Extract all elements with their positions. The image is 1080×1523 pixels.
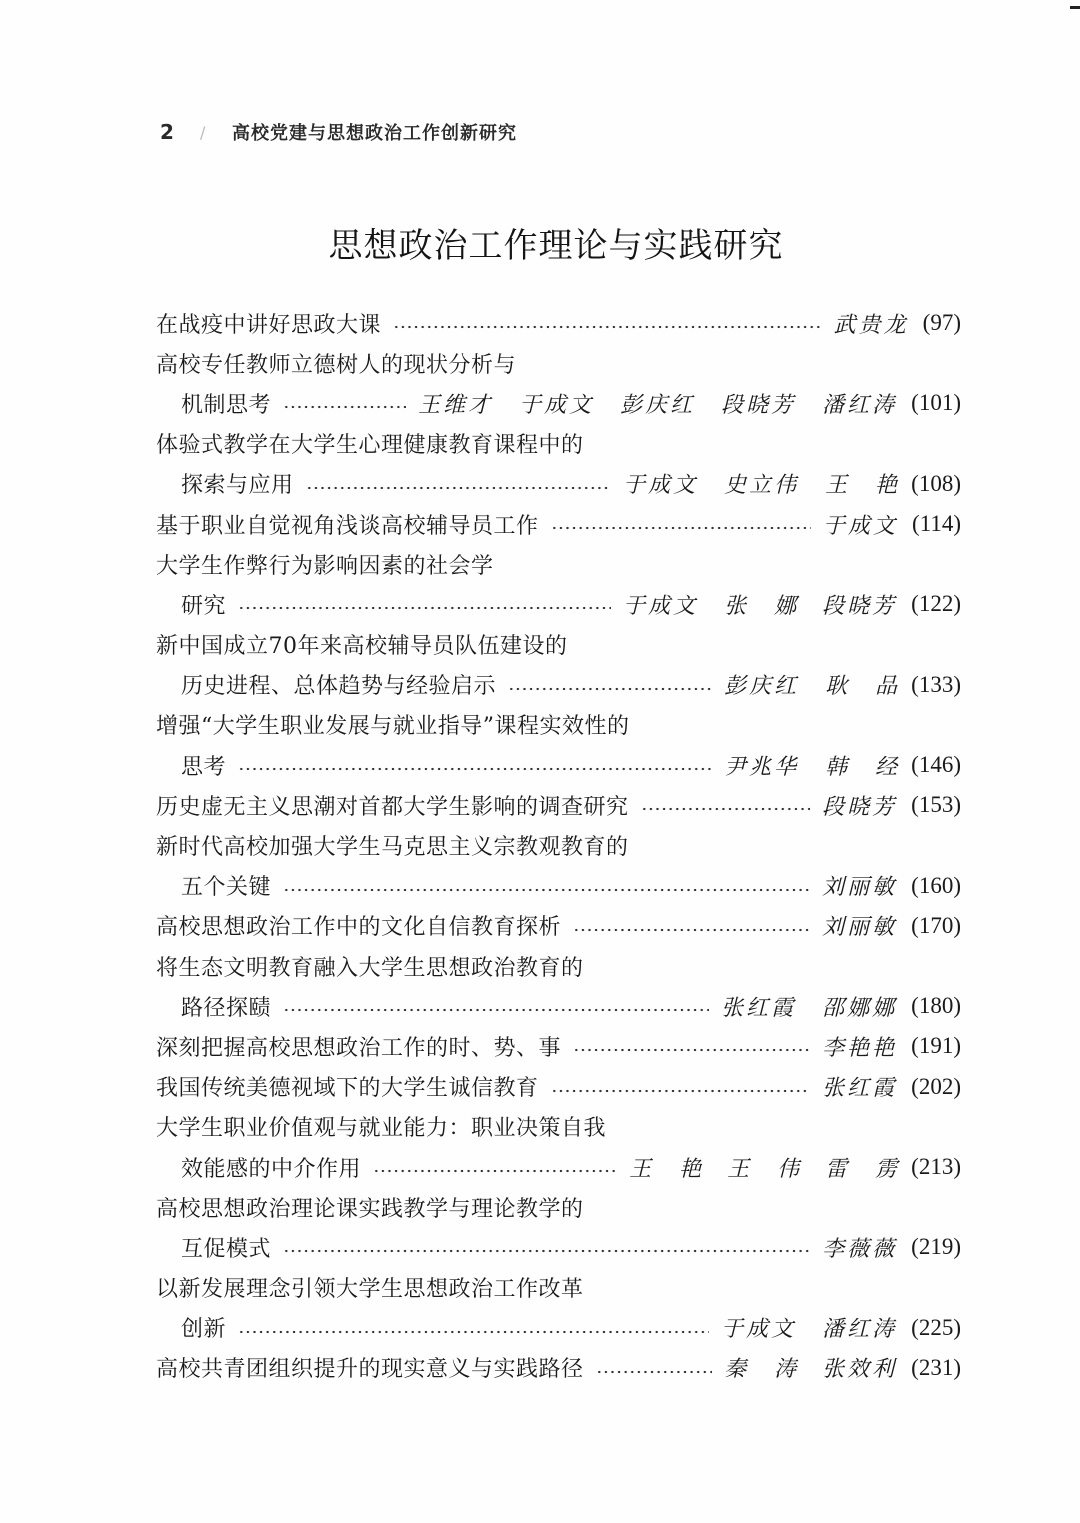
toc-entry-page: (213): [911, 1154, 961, 1180]
table-of-contents: [156, 303, 961, 1388]
toc-entry-title: 效能感的中介作用: [181, 1156, 362, 1182]
toc-entry-title: 创新: [181, 1317, 227, 1343]
toc-entry-page: (191): [911, 1033, 961, 1059]
toc-entry-authors: [822, 910, 897, 941]
toc-entry-title: 历史虚无主义思潮对首都大学生影响的调查研究: [156, 794, 629, 820]
dot-leader: [306, 486, 612, 490]
toc-entry-title: 高校专任教师立德树人的现状分析与: [156, 352, 517, 378]
section-title: 思想政治工作理论与实践研究: [328, 226, 784, 266]
author-name: 张效利: [822, 1357, 898, 1383]
author-name: 张红霞: [721, 995, 797, 1021]
author-name: 邵娜娜: [822, 995, 898, 1021]
scan-corner-mark: [1070, 6, 1080, 9]
dot-leader: [283, 1008, 709, 1012]
toc-entry-authors: [721, 1312, 897, 1343]
toc-entry: [156, 1067, 961, 1107]
toc-entry-authors: [623, 589, 897, 620]
toc-entry: [156, 785, 961, 825]
author-name: 潘红涛: [822, 1317, 898, 1343]
toc-entry: [156, 665, 961, 705]
toc-entry-title-line: [156, 705, 961, 745]
toc-entry-title-line: [156, 1107, 961, 1147]
toc-entry-authors: [724, 750, 926, 781]
author-name: 王伟: [727, 1156, 828, 1182]
toc-entry-authors: [724, 1352, 897, 1383]
toc-entry-title: 大学生作弊行为影响因素的社会学: [156, 553, 494, 579]
dot-leader: [238, 606, 611, 610]
book-title: 高校党建与思想政治工作创新研究: [232, 123, 517, 144]
author-name: 潘红涛: [822, 392, 898, 418]
author-name: 耿品: [825, 674, 926, 700]
running-head: [160, 116, 517, 148]
dot-leader: [373, 1169, 617, 1173]
toc-entry-authors: [822, 1031, 897, 1062]
toc-entry: [156, 745, 961, 785]
dot-leader: [551, 526, 812, 530]
author-name: 尹兆华: [724, 754, 800, 780]
dot-leader: [238, 1330, 709, 1334]
dot-leader: [283, 1249, 810, 1253]
author-name: 彭庆红: [620, 392, 696, 418]
author-name: 张娜: [724, 593, 825, 619]
toc-entry-authors: [822, 870, 897, 901]
dot-leader: [641, 807, 811, 811]
toc-entry-authors: [822, 1232, 897, 1263]
toc-entry: [156, 1348, 961, 1388]
toc-entry: [156, 1147, 961, 1187]
toc-entry-title: 研究: [181, 593, 227, 619]
toc-entry-title: 增强“大学生职业发展与就业指导”课程实效性的: [156, 714, 630, 740]
toc-entry-authors: [834, 308, 909, 339]
toc-entry-title: 将生态文明教育融入大学生思想政治教育的: [156, 955, 584, 981]
toc-entry-title: 探索与应用: [181, 473, 294, 499]
dot-leader: [596, 1370, 713, 1374]
toc-entry-title: 机制思考: [181, 392, 272, 418]
toc-entry-authors: [418, 388, 897, 419]
page-number: 2: [160, 120, 174, 144]
toc-entry-title: 思考: [181, 754, 227, 780]
author-name: 李薇薇: [822, 1236, 898, 1262]
dot-leader: [573, 1048, 810, 1052]
author-name: 于成文: [519, 392, 595, 418]
dot-leader: [508, 687, 712, 691]
author-name: 于成文: [623, 593, 699, 619]
author-name: 于成文: [623, 473, 699, 499]
toc-entry-authors: [623, 468, 926, 499]
author-name: 彭庆红: [724, 674, 800, 700]
toc-entry-title-line: [156, 825, 961, 865]
author-name: 于成文: [823, 513, 899, 539]
toc-entry-title: 互促模式: [181, 1236, 272, 1262]
toc-entry-page: (202): [911, 1073, 961, 1099]
toc-entry: [156, 464, 961, 504]
author-name: 武贵龙: [833, 312, 909, 338]
toc-entry-title: 高校思想政治理论课实践教学与理论教学的: [156, 1196, 584, 1222]
toc-entry-page: (219): [911, 1234, 961, 1260]
toc-entry: [156, 1026, 961, 1066]
toc-entry-page: (225): [911, 1314, 961, 1340]
toc-entry-title-line: [156, 424, 961, 464]
toc-entry-title: 大学生职业价值观与就业能力：职业决策自我: [156, 1116, 607, 1142]
author-name: 于成文: [721, 1317, 797, 1343]
author-name: 刘丽敏: [822, 915, 898, 941]
toc-entry-title: 新中国成立70年来高校辅导员队伍建设的: [156, 634, 568, 660]
toc-entry: [156, 866, 961, 906]
toc-entry-page: (180): [911, 993, 961, 1019]
author-name: 段晓芳: [822, 593, 898, 619]
author-name: 王艳: [629, 1156, 730, 1182]
toc-entry-authors: [724, 669, 926, 700]
author-name: 张红霞: [822, 1076, 898, 1102]
toc-entry-page: (122): [911, 591, 961, 617]
toc-entry-title: 在战疫中讲好思政大课: [156, 312, 382, 338]
toc-entry-title: 历史进程、总体趋势与经验启示: [181, 674, 497, 700]
toc-entry: [156, 1227, 961, 1267]
author-name: 雷雳: [825, 1156, 926, 1182]
toc-entry-page: (231): [911, 1354, 961, 1380]
dot-leader: [238, 767, 712, 771]
toc-entry-title: 新时代高校加强大学生马克思主义宗教观教育的: [156, 835, 629, 861]
toc-entry-page: (133): [911, 671, 961, 697]
toc-entry-authors: [629, 1152, 926, 1183]
toc-entry: [156, 303, 961, 343]
head-separator: /: [200, 122, 206, 142]
author-name: 王艳: [825, 473, 926, 499]
toc-entry: [156, 383, 961, 423]
toc-entry-authors: [823, 509, 898, 540]
dot-leader: [393, 325, 822, 329]
toc-entry-page: (153): [911, 792, 961, 818]
author-name: 史立伟: [724, 473, 800, 499]
author-name: 段晓芳: [721, 392, 797, 418]
toc-entry-title-line: [156, 1187, 961, 1227]
toc-entry-page: (160): [911, 872, 961, 898]
toc-entry-authors: [721, 991, 897, 1022]
toc-entry-authors: [822, 1071, 897, 1102]
author-name: 韩经: [825, 754, 926, 780]
toc-entry-title-line: [156, 1268, 961, 1308]
toc-entry-authors: [822, 790, 897, 821]
toc-entry-title: 高校共青团组织提升的现实意义与实践路径: [156, 1357, 584, 1383]
toc-entry-title: 我国传统美德视域下的大学生诚信教育: [156, 1076, 539, 1102]
dot-leader: [283, 888, 810, 892]
toc-entry-title: 以新发展理念引领大学生思想政治工作改革: [156, 1277, 584, 1303]
toc-entry-title: 体验式教学在大学生心理健康教育课程中的: [156, 433, 584, 459]
author-name: 李艳艳: [822, 1035, 898, 1061]
toc-entry-title-line: [156, 343, 961, 383]
author-name: 王维才: [418, 392, 494, 418]
toc-entry-title-line: [156, 625, 961, 665]
dot-leader: [573, 928, 810, 932]
toc-entry-title: 深刻把握高校思想政治工作的时、势、事: [156, 1035, 562, 1061]
toc-entry-title: 五个关键: [181, 875, 272, 901]
dot-leader: [551, 1089, 811, 1093]
toc-entry: [156, 1308, 961, 1348]
toc-entry: [156, 986, 961, 1026]
toc-entry-page: (114): [912, 511, 961, 537]
toc-entry-page: (108): [911, 470, 961, 496]
toc-entry: [156, 906, 961, 946]
toc-entry: [156, 584, 961, 624]
dot-leader: [283, 405, 406, 409]
toc-entry: [156, 504, 961, 544]
toc-entry-title-line: [156, 544, 961, 584]
toc-entry-title-line: [156, 946, 961, 986]
toc-entry-page: (97): [922, 310, 961, 336]
toc-entry-page: (101): [911, 390, 961, 416]
author-name: 刘丽敏: [822, 875, 898, 901]
toc-entry-page: (170): [911, 912, 961, 938]
toc-entry-title: 高校思想政治工作中的文化自信教育探析: [156, 915, 562, 941]
author-name: 秦涛: [724, 1357, 825, 1383]
toc-entry-title: 基于职业自觉视角浅谈高校辅导员工作: [156, 513, 539, 539]
toc-entry-title: 路径探赜: [181, 995, 272, 1021]
toc-entry-page: (146): [911, 752, 961, 778]
author-name: 段晓芳: [822, 794, 898, 820]
